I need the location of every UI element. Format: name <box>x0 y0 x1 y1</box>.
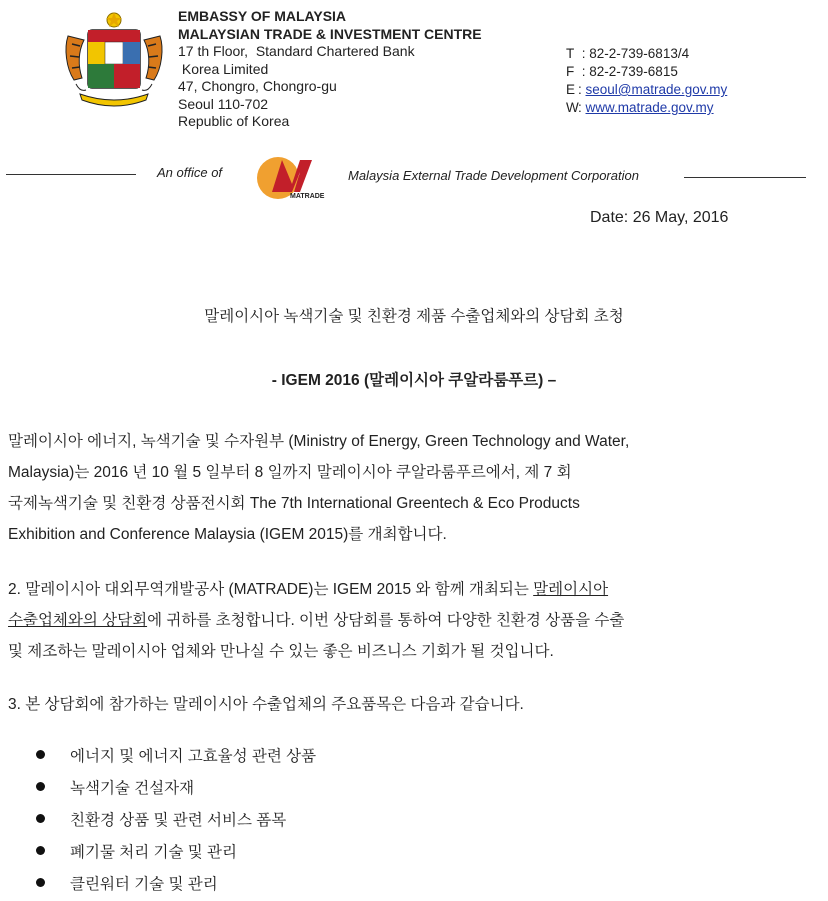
bullet-icon <box>36 750 45 759</box>
office-of-label: An office of <box>157 165 223 180</box>
list-item-text: 클린워터 기술 및 관리 <box>70 876 218 893</box>
letter-title: 말레이시아 녹색기술 및 친환경 제품 수출업체와의 상담회 초청 <box>204 308 624 325</box>
fax-label: F <box>566 64 575 79</box>
website-link[interactable]: www.matrade.gov.my <box>585 100 714 115</box>
bullet-icon <box>36 846 45 855</box>
paragraph-line: 및 제조하는 말레이시아 업체와 만나실 수 있는 좋은 비즈니스 기회가 될 것입니다. <box>8 643 554 660</box>
paragraph-line <box>8 574 808 605</box>
website-row <box>566 99 727 117</box>
list-item-text: 에너지 및 에너지 고효율성 관련 상품 <box>70 748 317 765</box>
list-item-text: 친환경 상품 및 관련 서비스 폼목 <box>70 812 287 829</box>
bullet-icon <box>36 814 45 823</box>
malaysia-coat-of-arms-icon <box>60 8 168 112</box>
matrade-logo-text: MATRADE <box>290 193 325 200</box>
matrade-full-name: Malaysia External Trade Development Corporation <box>348 168 639 183</box>
phone-value: : 82-2-739-6813/4 <box>581 46 690 61</box>
list-item <box>36 741 316 773</box>
phone-row <box>566 45 727 63</box>
bullet-icon <box>36 782 45 791</box>
list-item <box>36 773 316 805</box>
email-link[interactable]: seoul@matrade.gov.my <box>585 82 728 97</box>
paragraph-1 <box>8 426 808 550</box>
p2-underline-2: 수출업체와의 상담회 <box>8 612 148 629</box>
fax-row <box>566 63 727 81</box>
p2-prefix: 2. 말레이시아 대외무역개발공사 (MATRADE)는 IGEM 2015 와 함께 개최되는 <box>8 581 534 598</box>
paragraph-line: Malaysia)는 2016 년 10 월 5 일부터 8 일까지 말레이시아 쿠알라룸푸르에서, 제 7 회 <box>8 464 572 481</box>
paragraph-line: 국제녹색기술 및 친환경 상품전시회 The 7th International Greentech & Eco Products <box>8 495 580 512</box>
list-item-text: 녹색기술 건설자재 <box>70 780 195 797</box>
list-item-text: 폐기물 처리 기술 및 관리 <box>70 844 237 861</box>
bullet-list <box>36 741 316 901</box>
paragraph-3: 3. 본 상담회에 참가하는 말레이시아 수출업체의 주요품목은 다음과 같습니다. <box>8 696 524 713</box>
email-sep: : <box>578 82 586 97</box>
letter-date: Date: 26 May, 2016 <box>590 209 729 226</box>
paragraph-line <box>8 605 808 636</box>
email-row <box>566 81 727 99</box>
website-sep: : <box>578 100 586 115</box>
list-item <box>36 837 316 869</box>
letter-subtitle: - IGEM 2016 (말레이시아 쿠알라룸푸르) – <box>271 372 557 389</box>
phone-label: T <box>566 46 575 61</box>
embassy-name: EMBASSY OF MALAYSIA <box>178 8 347 24</box>
paragraph-line: Exhibition and Conference Malaysia (IGEM 2015)를 개최합니다. <box>8 526 447 543</box>
matrade-logo-icon <box>254 154 330 200</box>
embassy-address-block <box>178 8 482 131</box>
divider-left <box>6 174 136 175</box>
website-label: W <box>566 100 579 115</box>
bullet-icon <box>36 878 45 887</box>
address-line: Korea Limited <box>178 60 269 77</box>
paragraph-line: 말레이시아 에너지, 녹색기술 및 수자원부 (Ministry of Energy, Green Technology and Water, <box>8 433 630 450</box>
address-line: Seoul 110-702 <box>178 95 269 112</box>
list-item <box>36 869 316 901</box>
centre-name: MALAYSIAN TRADE & INVESTMENT CENTRE <box>178 25 482 42</box>
list-item <box>36 805 316 837</box>
paragraph-2 <box>8 574 808 667</box>
divider-right <box>684 177 806 178</box>
contact-block <box>566 45 727 117</box>
p2-rest: 에 귀하를 초청합니다. 이번 상담회를 통하여 다양한 친환경 상품을 수출 <box>147 612 625 629</box>
address-line: Republic of Korea <box>178 113 290 129</box>
fax-value: : 82-2-739-6815 <box>581 64 678 79</box>
p2-underline-1: 말레이시아 <box>533 581 609 598</box>
address-line: 17 th Floor, Standard Chartered Bank <box>178 43 415 59</box>
address-line: 47, Chongro, Chongro-gu <box>178 78 337 94</box>
email-label: E <box>566 82 576 97</box>
